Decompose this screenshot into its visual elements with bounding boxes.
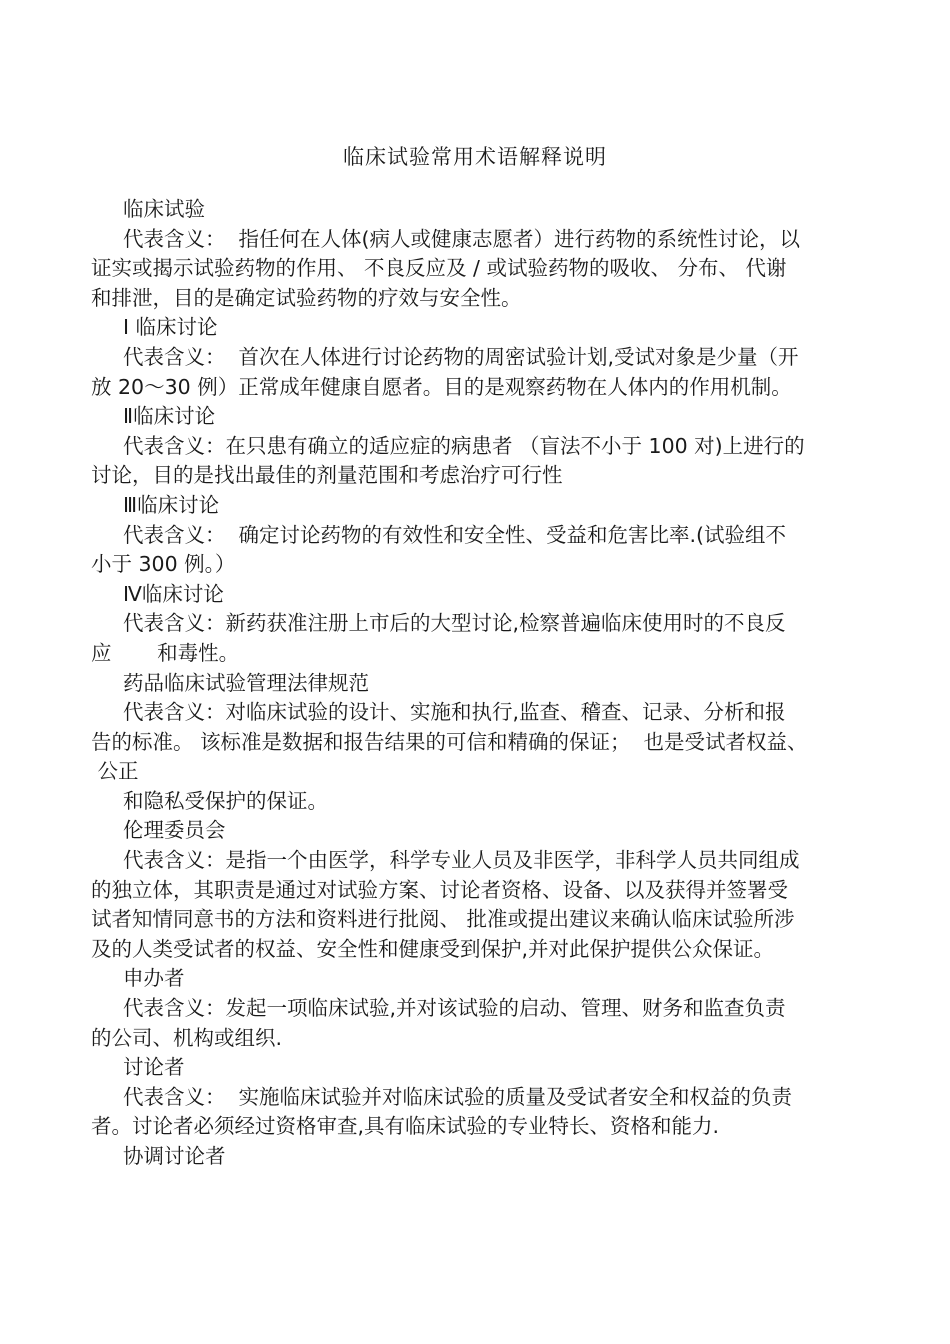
text-line: 及的人类受试者的权益、安全性和健康受到保护,并对此保护提供公众保证。 (91, 936, 775, 961)
text-line: 放 20～30 例）正常成年健康自愿者。目的是观察药物在人体内的作用机制。 (91, 374, 792, 399)
text-line: 临床试验 (123, 197, 205, 221)
text-line: 代表含义：新药获准注册上市后的大型讨论,检察普遍临床使用时的不良反 (123, 611, 786, 636)
text-line: 伦理委员会 (123, 818, 226, 843)
text-line: 试者知情同意书的方法和资料进行批阅、 批准或提出建议来确认临床试验所涉 (91, 907, 795, 932)
text-line: 代表含义： 首次在人体进行讨论药物的周密试验计划,受试对象是少量（开 (123, 344, 799, 369)
text-line: I 临床讨论 (123, 315, 218, 340)
text-line: 代表含义： 实施临床试验并对临床试验的质量及受试者安全和权益的负责 (123, 1084, 793, 1109)
text-line: 应 和毒性。 (91, 640, 240, 665)
text-line: 告的标准。 该标准是数据和报告结果的可信和精确的保证； 也是受试者权益、 (91, 729, 808, 754)
text-line: Ⅳ临床讨论 (123, 581, 224, 606)
page-title: 临床试验常用术语解释说明 (343, 145, 607, 169)
document-body (91, 195, 861, 1172)
text-line: 小于 300 例。） (91, 552, 236, 577)
text-line: 代表含义： 指任何在人体(病人或健康志愿者）进行药物的系统性讨论，以 (123, 226, 801, 251)
text-line: 代表含义：是指一个由医学，科学专业人员及非医学，非科学人员共同组成 (123, 848, 800, 873)
text-line: 申办者 (123, 966, 185, 991)
text-line: 的公司、机构或组织. (91, 1025, 283, 1050)
text-line: 和排泄，目的是确定试验药物的疗效与安全性。 (91, 285, 522, 310)
text-line: 代表含义：在只患有确立的适应症的病患者 （盲法不小于 100 对)上进行的 (123, 433, 805, 458)
text-line: 的独立体，其职责是通过对试验方案、讨论者资格、设备、以及获得并签署受 (91, 877, 788, 902)
text-line: 协调讨论者 (123, 1144, 226, 1168)
text-line: 代表含义：发起一项临床试验,并对该试验的启动、管理、财务和监查负责 (123, 996, 786, 1021)
text-line: Ⅲ临床讨论 (123, 492, 220, 517)
text-line: 代表含义： 确定讨论药物的有效性和安全性、受益和危害比率.(试验组不 (123, 522, 787, 547)
text-line: 讨论，目的是找出最佳的剂量范围和考虑治疗可行性 (91, 463, 563, 488)
text-line: Ⅱ临床讨论 (123, 404, 216, 429)
text-line: 和隐私受保护的保证。 (123, 788, 328, 813)
text-line: 药品临床试验管理法律规范 (123, 670, 369, 695)
text-line: 公正 (91, 759, 139, 784)
text-line: 代表含义：对临床试验的设计、实施和执行,监查、稽查、记录、分析和报 (123, 700, 786, 725)
text-line: 证实或揭示试验药物的作用、 不良反应及 / 或试验药物的吸收、 分布、 代谢 (91, 256, 787, 281)
text-line: 者。讨论者必须经过资格审查,具有临床试验的专业特长、资格和能力. (91, 1114, 720, 1139)
text-line: 讨论者 (123, 1055, 185, 1080)
